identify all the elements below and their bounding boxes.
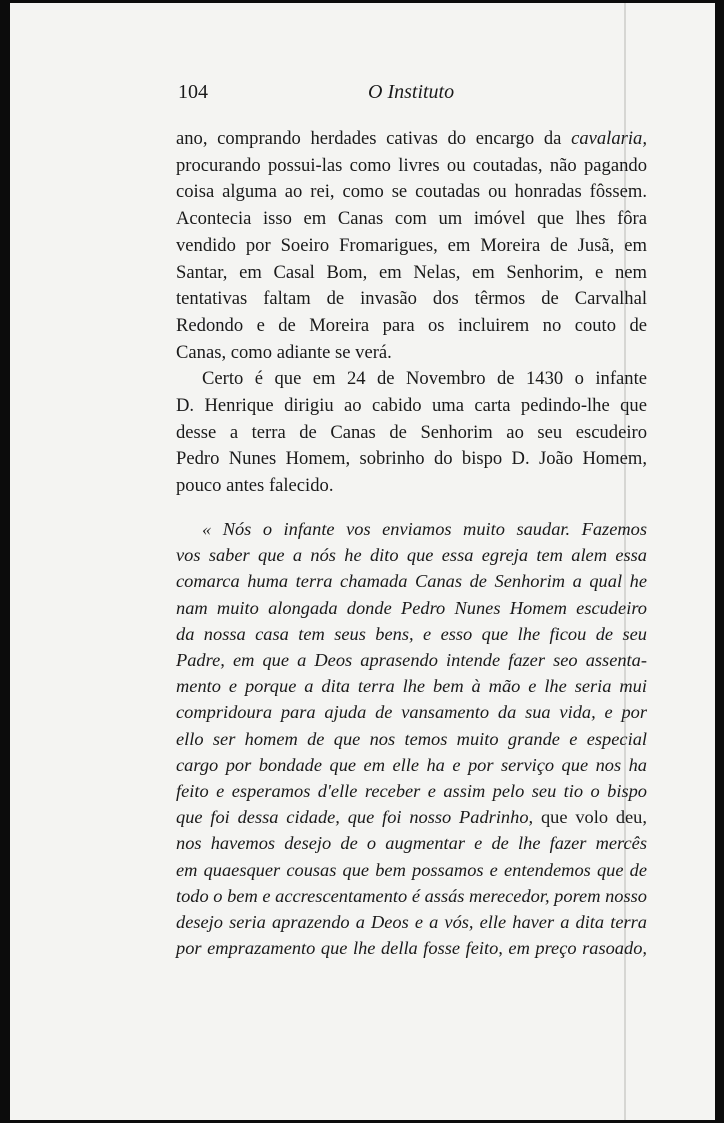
text-line: Santar, em Casal Bom, em Nelas, em Senhorim, e nem [176, 261, 647, 283]
quote-line: Padre, em que a Deos aprasendo intende fazer seo assenta- [176, 650, 647, 671]
text-line: Canas, como adiante se verá. [176, 341, 392, 363]
paragraph-2 [176, 366, 647, 500]
text-line: Certo é que em 24 de Novembro de 1430 o infante [202, 368, 647, 390]
quote-line: todo o bem e accrescentamento é assás merecedor, porem nosso [176, 885, 647, 906]
quote-line: nos havemos desejo de o augmentar e de lhe fazer mercês [176, 833, 647, 854]
text-line: Pedro Nunes Homem, sobrinho do bispo D. João Homem, [176, 448, 647, 470]
main-text [176, 126, 647, 500]
quote-line: vos saber que a nós he dito que essa egreja tem alem essa [176, 545, 647, 566]
text-line: vendido por Soeiro Fromarigues, em Moreira de Jusã, em [176, 234, 647, 256]
quote-line: da nossa casa tem seus bens, e esso que lhe ficou de seu [176, 623, 647, 644]
text-line: tentativas faltam de invasão dos têrmos de Carvalhal [176, 288, 647, 310]
quote-line: em quaesquer cousas que bem possamos e entendemos que de [176, 859, 647, 880]
running-head [168, 81, 648, 107]
quote-line: que foi dessa cidade, que foi nosso Padrinho, que volo deu, [176, 807, 647, 828]
text-line: desse a terra de Canas de Senhorim ao seu escudeiro [176, 421, 647, 443]
running-title: O Instituto [368, 81, 455, 103]
text-line: Acontecia isso em Canas com um imóvel que lhes fôra [176, 208, 647, 230]
text-line: Redondo e de Moreira para os incluirem no couto de [176, 314, 647, 336]
quoted-letter [176, 516, 647, 961]
text-line: ano, comprando herdades cativas do encargo da cavalaria, [176, 128, 647, 149]
quote-line: « Nós o infante vos enviamos muito saudar. Fazemos [202, 519, 647, 539]
quote-line: mento e porque a dita terra lhe bem à mão e lhe seria mui [176, 676, 647, 697]
quote-line: compridoura para ajuda de vansamento da sua vida, e por [176, 702, 647, 723]
text-line: D. Henrique dirigiu ao cabido uma carta pedindo-lhe que [176, 395, 647, 417]
quote-line: por emprazamento que lhe della fosse feito, em preço rasoado, [176, 938, 647, 959]
quote-line: cargo por bondade que em elle ha e por serviço que nos ha [176, 754, 647, 775]
text-line: pouco antes falecido. [176, 475, 334, 497]
quote-line: feito e esperamos d'elle receber e assim pelo seu tio o bispo [176, 781, 647, 802]
quote-line: comarca huma terra chamada Canas de Senhorim a qual he [176, 571, 647, 592]
page-number: 104 [178, 81, 208, 103]
text-line: procurando possui-las como livres ou coutadas, não pagando [176, 154, 647, 176]
quote-line: ello ser homem de que nos temos muito grande e especial [176, 728, 647, 749]
paragraph-1 [176, 126, 647, 366]
quote-line: desejo seria aprazendo a Deos e a vós, elle haver a dita terra [176, 912, 647, 933]
text-line: coisa alguma ao rei, como se coutadas ou honradas fôssem. [176, 181, 647, 203]
quote-line: nam muito alongada donde Pedro Nunes Homem escudeiro [176, 597, 647, 618]
